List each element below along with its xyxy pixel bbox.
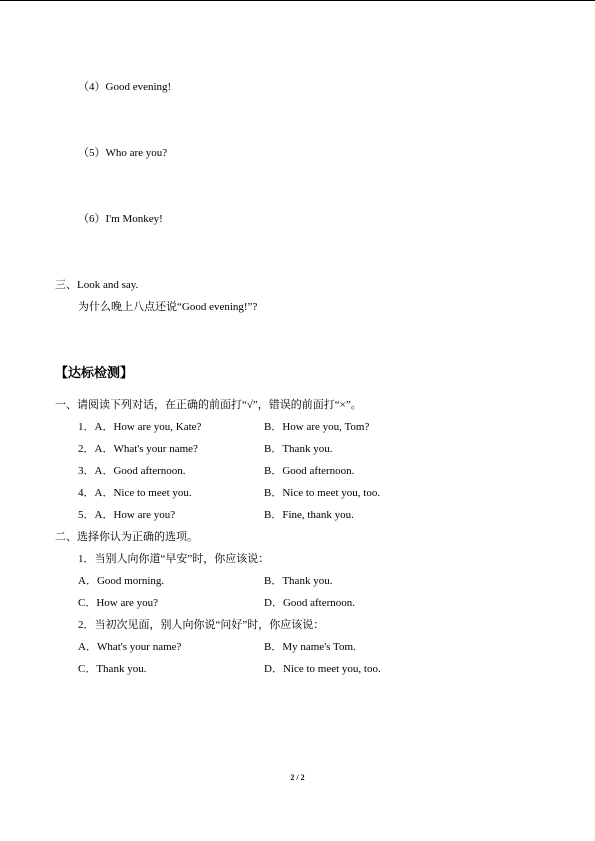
- exercise-1-item-4-a: 4．A．Nice to meet you.: [78, 487, 192, 499]
- exercise-1-item-5-b: B．Fine, thank you.: [264, 509, 354, 521]
- exercise-1-title: 一、请阅读下列对话，在正确的前面打“√”，错误的前面打“×”。: [55, 399, 362, 411]
- exercise-2-q1-stem: 1．当别人向你道“早安”时，你应该说：: [78, 553, 270, 565]
- exercise-2-q1-option-b: B．Thank you.: [264, 575, 333, 587]
- page-number: 2 / 2: [290, 773, 305, 782]
- exercise-1-item-5-a: 5．A．How are you?: [78, 509, 176, 521]
- exercise-2-q2-option-d: D．Nice to meet you, too.: [264, 663, 381, 675]
- exercise-2-q1-option-c: C．How are you?: [78, 597, 159, 609]
- exercise-1-item-1-a: 1．A．How are you, Kate?: [78, 421, 202, 433]
- exercise-1-item-4-b: B．Nice to meet you, too.: [264, 487, 381, 499]
- exercise-1-item-2-a: 2．A．What's your name?: [78, 443, 198, 455]
- exercise-1-item-1-b: B．How are you, Tom?: [264, 421, 370, 433]
- section-heading: 【达标检测】: [55, 366, 134, 381]
- exercise-1-item-2-b: B．Thank you.: [264, 443, 333, 455]
- item-4: （4）Good evening!: [78, 81, 172, 93]
- exercise-2-q2-option-c: C．Thank you.: [78, 663, 147, 675]
- exercise-2-title: 二、选择你认为正确的选项。: [55, 531, 198, 543]
- exercise-1-item-3-a: 3．A．Good afternoon.: [78, 465, 186, 477]
- header-rule: [0, 0, 595, 1]
- item-6: （6）I'm Monkey!: [78, 213, 163, 225]
- exercise-2-q2-option-a: A．What's your name?: [78, 641, 182, 653]
- section-3-title: 三、Look and say.: [55, 279, 139, 291]
- exercise-2-q1-option-a: A．Good morning.: [78, 575, 165, 587]
- section-3-question: 为什么晚上八点还说“Good evening!”?: [78, 301, 258, 313]
- exercise-1-item-3-b: B．Good afternoon.: [264, 465, 355, 477]
- exercise-2-q2-option-b: B．My name's Tom.: [264, 641, 356, 653]
- exercise-2-q2-stem: 2．当初次见面，别人向你说“问好”时，你应该说：: [78, 619, 325, 631]
- item-5: （5）Who are you?: [78, 147, 168, 159]
- exercise-2-q1-option-d: D．Good afternoon.: [264, 597, 356, 609]
